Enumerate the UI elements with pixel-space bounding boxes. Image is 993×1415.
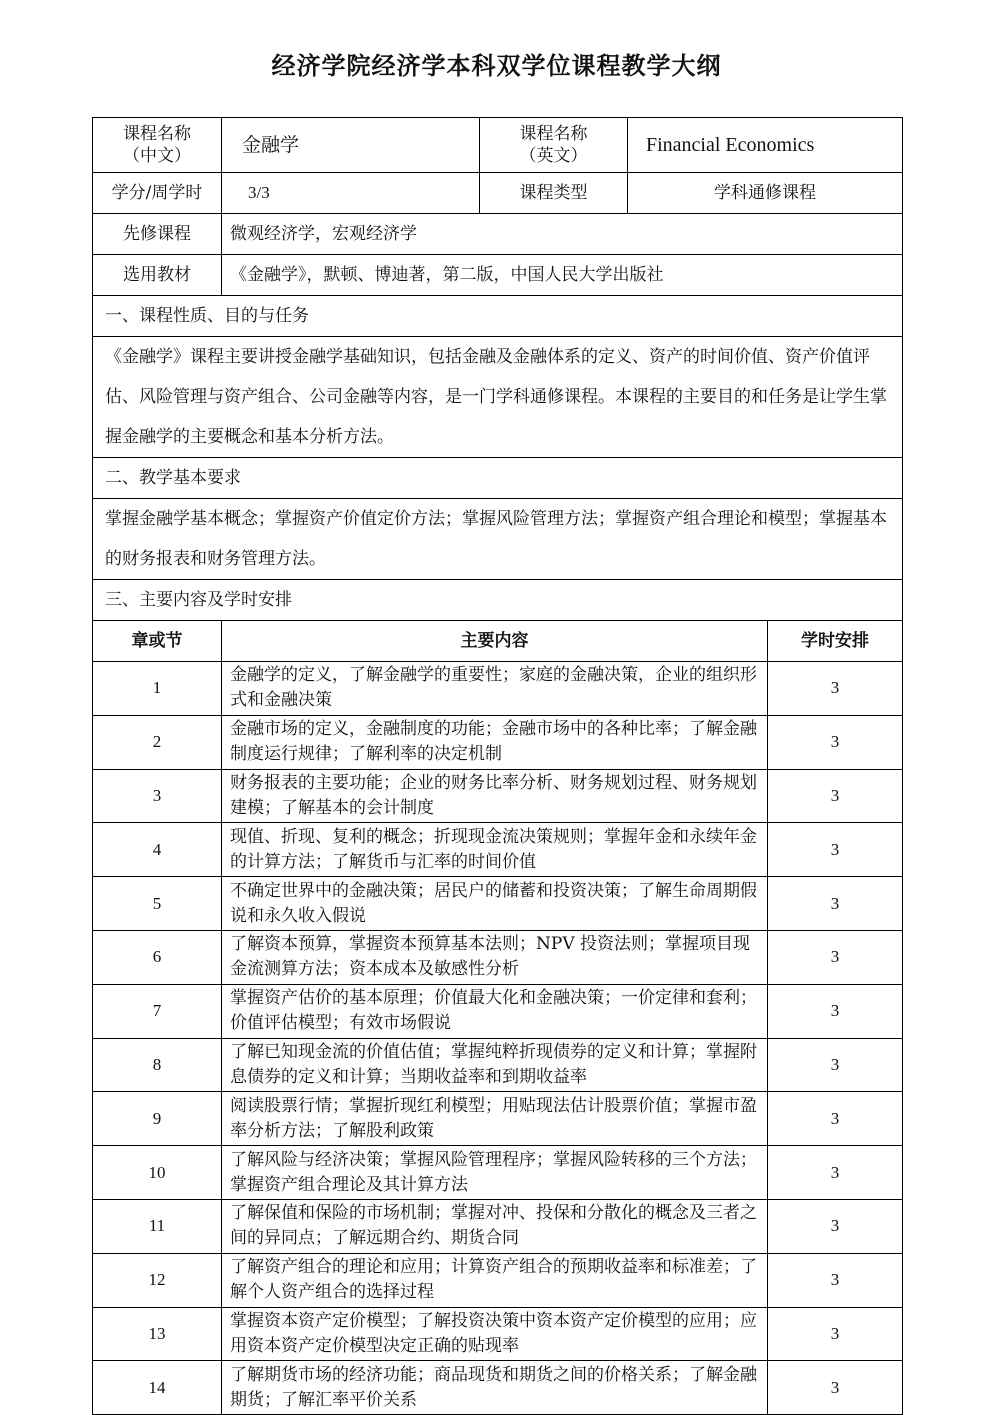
chapter-hours: 3 (768, 985, 903, 1038)
chapter-content: 了解风险与经济决策；掌握风险管理程序；掌握风险转移的三个方法；掌握资产组合理论及其计算方法 (222, 1146, 768, 1199)
table-row (93, 931, 903, 985)
chapter-number: 8 (93, 1039, 222, 1092)
section-2-header (93, 458, 903, 499)
chapter-number: 10 (93, 1146, 222, 1199)
chapter-number: 14 (93, 1361, 222, 1414)
chapter-content: 了解资本预算，掌握资本预算基本法则；NPV 投资法则；掌握项目现金流测算方法；资本成本及敏感性分析 (222, 931, 768, 984)
chapter-content: 了解已知现金流的价值估值；掌握纯粹折现债券的定义和计算；掌握附息债券的定义和计算；当期收益率和到期收益率 (222, 1039, 768, 1092)
course-type-value: 学科通修课程 (628, 173, 903, 213)
table-row (93, 877, 903, 931)
chapter-content: 现值、折现、复利的概念；折现现金流决策规则；掌握年金和永续年金的计算方法；了解货币与汇率的时间价值 (222, 823, 768, 876)
chapter-content: 不确定世界中的金融决策；居民户的储蓄和投资决策；了解生命周期假说和永久收入假说 (222, 877, 768, 930)
table-row (93, 1254, 903, 1308)
table-row (93, 770, 903, 824)
section-2-body (93, 499, 903, 580)
chapter-hours: 3 (768, 931, 903, 984)
credits-label: 学分/周学时 (93, 173, 222, 213)
chapter-content: 了解资产组合的理论和应用；计算资产组合的预期收益率和标准差；了解个人资产组合的选择过程 (222, 1254, 768, 1307)
table-row (93, 823, 903, 877)
section-1-title: 一、课程性质、目的与任务 (93, 296, 903, 336)
table-row (93, 1039, 903, 1093)
schedule-header-row (93, 621, 903, 662)
course-type-label: 课程类型 (480, 173, 628, 213)
chapter-content: 了解保值和保险的市场机制；掌握对冲、投保和分散化的概念及三者之间的异同点；了解远期合约、期货合同 (222, 1200, 768, 1253)
name-cn-value: 金融学 (222, 118, 480, 172)
chapter-number: 7 (93, 985, 222, 1038)
textbook-value: 《金融学》，默顿、博迪著，第二版，中国人民大学出版社 (222, 255, 903, 295)
chapter-hours: 3 (768, 1308, 903, 1361)
credits-row (93, 173, 903, 214)
chapter-content: 阅读股票行情；掌握折现红利模型；用贴现法估计股票价值；掌握市盈率分析方法；了解股利政策 (222, 1092, 768, 1145)
chapter-hours: 3 (768, 877, 903, 930)
syllabus-table (92, 117, 903, 1415)
chapter-content: 金融市场的定义，金融制度的功能；金融市场中的各种比率；了解金融制度运行规律；了解利率的决定机制 (222, 716, 768, 769)
chapter-hours: 3 (768, 716, 903, 769)
prerequisites-row (93, 214, 903, 255)
section-1-body (93, 337, 903, 458)
page-title: 经济学院经济学本科双学位课程教学大纲 (271, 52, 722, 80)
name-en-label: 课程名称 （英文） (480, 118, 628, 172)
chapter-content: 了解期货市场的经济功能；商品现货和期货之间的价格关系；了解金融期货；了解汇率平价关系 (222, 1361, 768, 1414)
chapter-number: 11 (93, 1200, 222, 1253)
chapter-hours: 3 (768, 823, 903, 876)
section-3-header (93, 580, 903, 621)
chapter-number: 12 (93, 1254, 222, 1307)
section-2-title: 二、教学基本要求 (93, 458, 903, 498)
chapter-number: 13 (93, 1308, 222, 1361)
header-content: 主要内容 (222, 621, 768, 661)
chapter-number: 9 (93, 1092, 222, 1145)
header-hours: 学时安排 (768, 621, 903, 661)
course-name-row (93, 118, 903, 173)
table-row (93, 716, 903, 770)
table-row (93, 1200, 903, 1254)
schedule-body (93, 662, 903, 1415)
name-cn-label: 课程名称 （中文） (93, 118, 222, 172)
table-row (93, 1146, 903, 1200)
name-en-value: Financial Economics (628, 118, 903, 172)
chapter-hours: 3 (768, 1039, 903, 1092)
table-row (93, 1361, 903, 1415)
textbook-label: 选用教材 (93, 255, 222, 295)
table-row (93, 662, 903, 716)
chapter-content: 金融学的定义，了解金融学的重要性；家庭的金融决策，企业的组织形式和金融决策 (222, 662, 768, 715)
table-row (93, 1308, 903, 1362)
chapter-number: 5 (93, 877, 222, 930)
chapter-number: 6 (93, 931, 222, 984)
chapter-content: 财务报表的主要功能；企业的财务比率分析、财务规划过程、财务规划建模；了解基本的会计制度 (222, 770, 768, 823)
prerequisites-value: 微观经济学，宏观经济学 (222, 214, 903, 254)
header-chapter: 章或节 (93, 621, 222, 661)
chapter-hours: 3 (768, 1092, 903, 1145)
credits-value: 3/3 (222, 173, 480, 213)
section-1-header (93, 296, 903, 337)
chapter-content: 掌握资产估价的基本原理；价值最大化和金融决策；一价定律和套利；价值评估模型；有效市场假说 (222, 985, 768, 1038)
chapter-hours: 3 (768, 770, 903, 823)
prerequisites-label: 先修课程 (93, 214, 222, 254)
chapter-hours: 3 (768, 1146, 903, 1199)
chapter-number: 1 (93, 662, 222, 715)
chapter-hours: 3 (768, 1200, 903, 1253)
table-row (93, 1092, 903, 1146)
table-row (93, 985, 903, 1039)
chapter-number: 3 (93, 770, 222, 823)
section-1-text: 《金融学》课程主要讲授金融学基础知识，包括金融及金融体系的定义、资产的时间价值、资产价值评估、风险管理与资产组合、公司金融等内容，是一门学科通修课程。本课程的主要目的和任务是让学生掌握金融学的主要概念和基本分析方法。 (93, 337, 903, 457)
chapter-number: 2 (93, 716, 222, 769)
chapter-content: 掌握资本资产定价模型；了解投资决策中资本资产定价模型的应用；应用资本资产定价模型决定正确的贴现率 (222, 1308, 768, 1361)
chapter-hours: 3 (768, 662, 903, 715)
chapter-hours: 3 (768, 1361, 903, 1414)
chapter-number: 4 (93, 823, 222, 876)
chapter-hours: 3 (768, 1254, 903, 1307)
textbook-row (93, 255, 903, 296)
section-3-title: 三、主要内容及学时安排 (93, 580, 903, 620)
section-2-text: 掌握金融学基本概念；掌握资产价值定价方法；掌握风险管理方法；掌握资产组合理论和模型；掌握基本的财务报表和财务管理方法。 (93, 499, 903, 579)
